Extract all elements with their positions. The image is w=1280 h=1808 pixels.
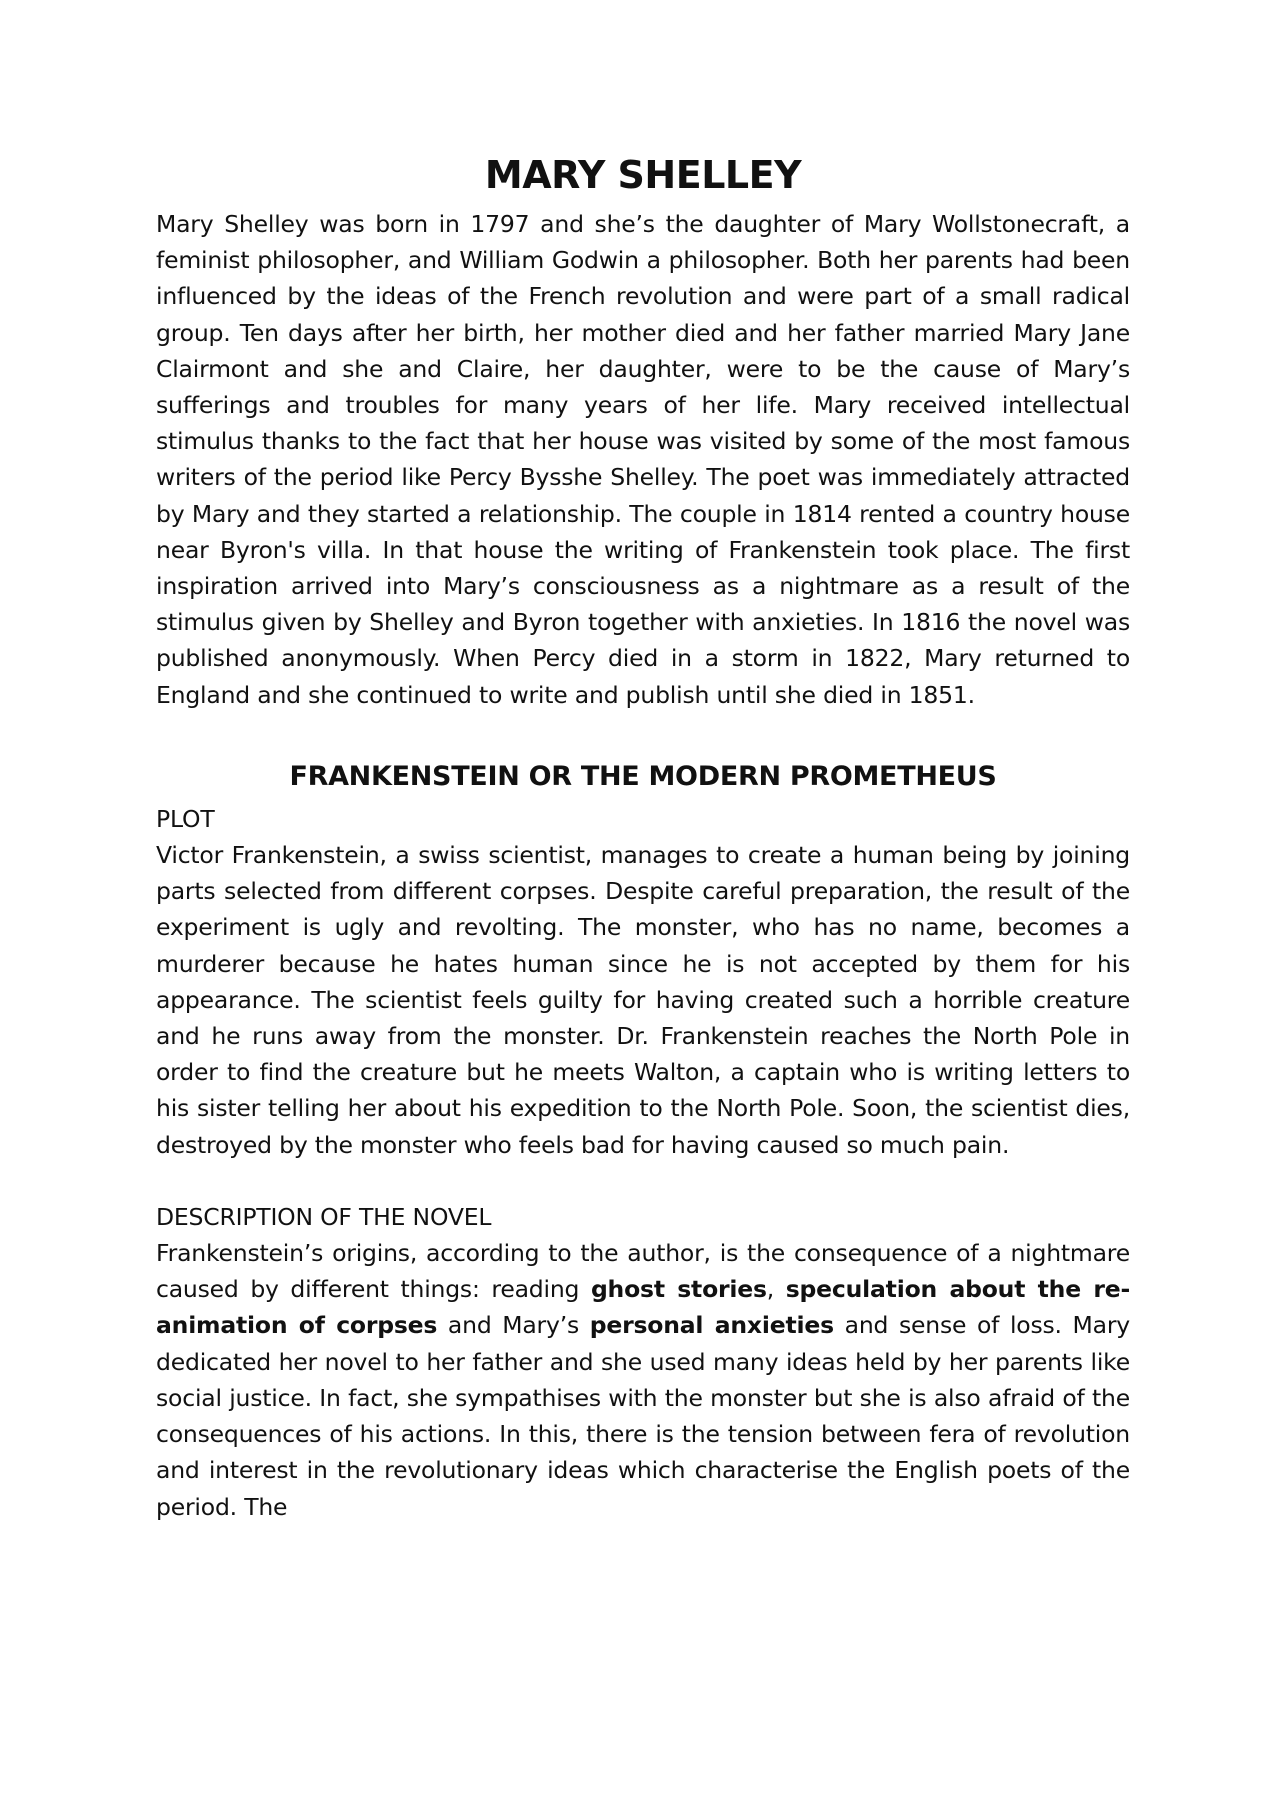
spacer [156, 1163, 1130, 1199]
description-text-1: Frankenstein’s origins, according to the author, is the consequence of a nightmare caused by different things: reading [156, 1239, 1130, 1304]
emphasis-personal-anxieties: personal anxieties [589, 1311, 834, 1340]
document-page [156, 150, 1130, 1525]
description-heading: DESCRIPTION OF THE NOVEL [156, 1202, 492, 1231]
description-text-3: and Mary’s [437, 1311, 590, 1340]
plot-paragraph: Victor Frankenstein, a swiss scientist, manages to create a human being by joining parts selected from different corpses. Despite careful preparation, the result of the experiment is ugly and revolting. The monster, who has no name, becomes a murderer because he hates human since he is not accepted by them for his appearance. The scientist feels guilty for having created such a horrible creature and he runs away from the monster. Dr. Frankenstein reaches the North Pole in order to find the creature but he meets Walton, a captain who is writing letters to his sister telling her about his expedition to the North Pole. Soon, the scientist dies, destroyed by the monster who feels bad for having caused so much pain. [156, 841, 1130, 1159]
description-paragraph [156, 1235, 1130, 1525]
emphasis-speculation: speculation about the re-animation of corpses [156, 1275, 1131, 1340]
description-text-2: , [766, 1275, 786, 1304]
plot-heading: PLOT [156, 804, 215, 833]
novel-title: FRANKENSTEIN OR THE MODERN PROMETHEUS [289, 760, 997, 792]
page-title: MARY SHELLEY [484, 153, 802, 197]
biography-paragraph: Mary Shelley was born in 1797 and she’s the daughter of Mary Wollstonecraft, a feminist philosopher, and William Godwin a philosopher. Both her parents had been influenced by the ideas of the French revolution and were part of a small radical group. Ten days after her birth, her mother died and her father married Mary Jane Clairmont and she and Claire, her daughter, were to be the cause of Mary’s sufferings and troubles for many years of her life. Mary received intellectual stimulus thanks to the fact that her house was visited by some of the most famous writers of the period like Percy Bysshe Shelley. The poet was immediately attracted by Mary and they started a relationship. The couple in 1814 rented a country house near Byron's villa. In that house the writing of Frankenstein took place. The first inspiration arrived into Mary’s consciousness as a nightmare as a result of the stimulus given by Shelley and Byron together with anxieties. In 1816 the novel was published anonymously. When Percy died in a storm in 1822, Mary returned to England and she continued to write and publish until she died in 1851. [156, 210, 1130, 709]
emphasis-ghost-stories: ghost stories [590, 1275, 767, 1304]
description-text-4: and sense of loss. Mary dedicated her novel to her father and she used many ideas held by her parents like social justice. In fact, she sympathises with the monster but she is also afraid of the consequences of his actions. In this, there is the tension between fera of revolution and interest in the revolutionary ideas which characterise the English poets of the period. The [156, 1311, 1130, 1521]
